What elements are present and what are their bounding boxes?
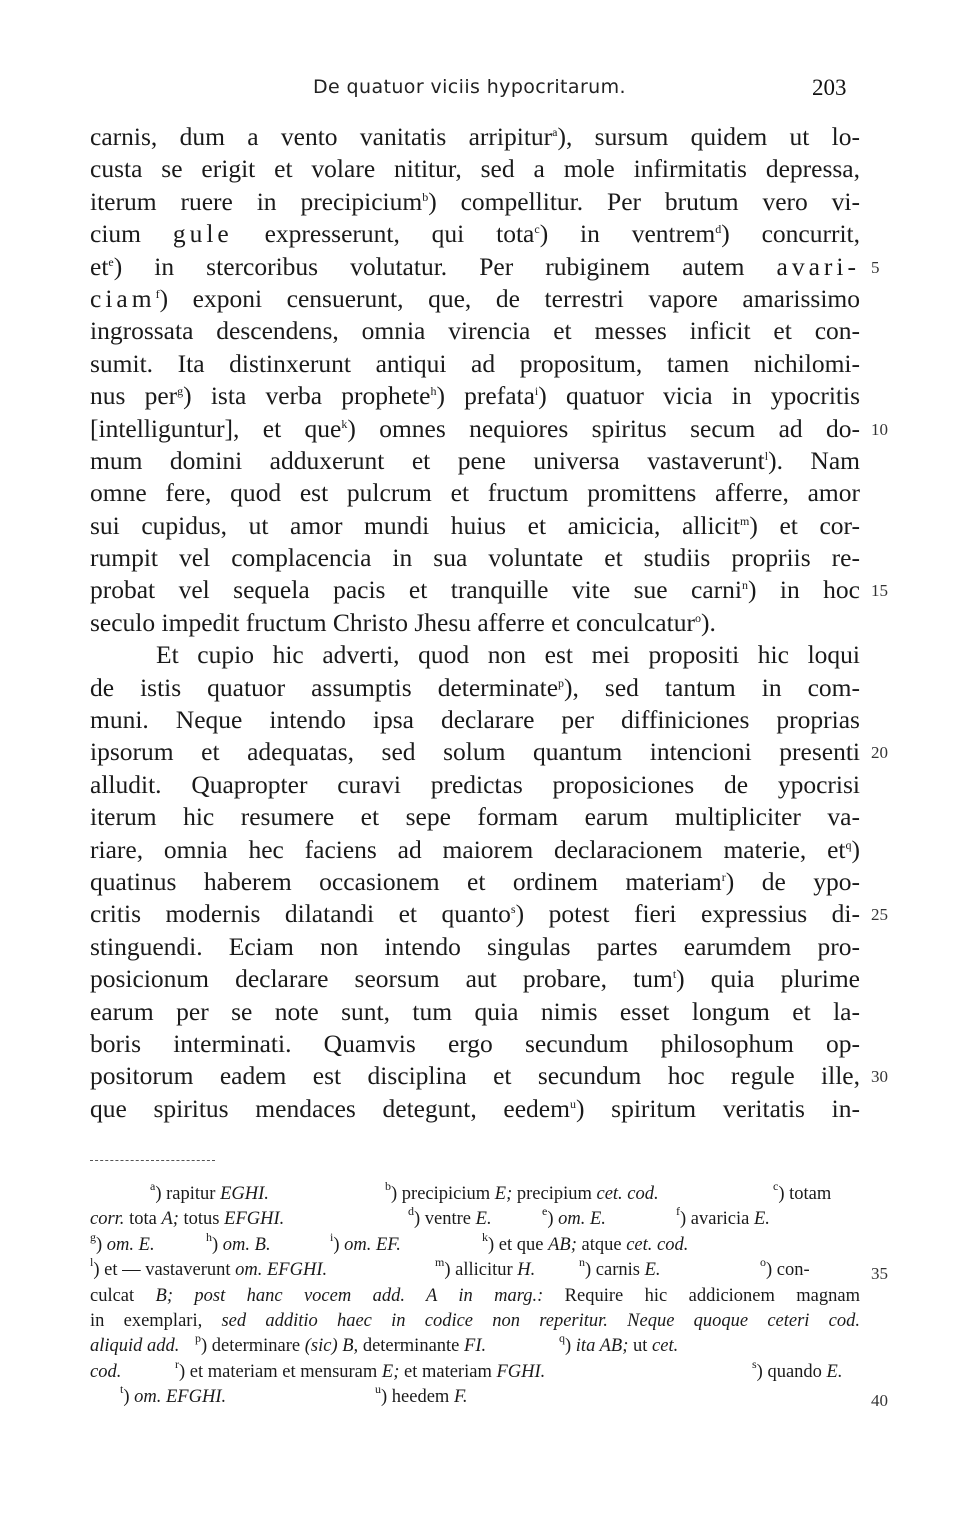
- footnote-entry: $^p$) determinare (sic) B, determinante FI.: [195, 1331, 487, 1357]
- text-line: quatinus haberem occasionem et ordinem materiam$^r$) de ypo-: [90, 866, 860, 896]
- footnote-entry: cod.: [90, 1361, 122, 1382]
- text-line: probat vel sequela pacis et tranquille vite sue carni$^n$) in hoc 15: [90, 574, 860, 606]
- text-line: riare, omnia hec faciens ad maiorem declaracionem materie, $et^q$): [90, 834, 860, 864]
- footnote-entry: aliquid add.: [90, 1336, 180, 1357]
- text-line: que spiritus mendaces detegunt, eedem$^u$) spiritum veritatis in-: [90, 1093, 860, 1123]
- text-line: positorum eadem est disciplina et secundum hoc regule ille, 30: [90, 1060, 860, 1092]
- text-line: boris interminati. Quamvis ergo secundum philosophum op-: [90, 1028, 860, 1058]
- footnote-entry: $^a$) rapitur EGHI.: [150, 1179, 269, 1204]
- footnote-entry: in exemplari, sed additio haec in codice non reperitur. Neque quoque ceteri cod.: [90, 1310, 860, 1331]
- text-line: Et cupio hic adverti, quod non est mei propositi hic loqui: [156, 640, 860, 670]
- text-line: critis modernis dilatandi et quanto$^s$) potest fieri expressius di- 25: [90, 898, 860, 930]
- footnote-line: [90, 1309, 860, 1334]
- main-text: [90, 121, 888, 1125]
- text-line: [intelliguntur], et que$^k$) omnes nequiores spiritus secum ad do- 10: [90, 413, 860, 445]
- footnote-entry: $^s$) quando E.: [752, 1356, 843, 1382]
- text-line: custa se erigit et volare nititur, sed a mole infirmitatis depressa,: [90, 154, 860, 184]
- footnote-entry: $^d$) ventre E.: [408, 1204, 492, 1230]
- text-line: ciam$^f$) exponi censuerunt, que, de terrestri vapore amarissimo: [90, 283, 860, 313]
- footnote-entry: culcat B; post hanc vocem add. A in marg.: Require hic addicionem magnam: [90, 1285, 860, 1306]
- footnote-entry: $^c$) totam: [773, 1179, 832, 1204]
- footnote-entry: $^b$) precipicium E; precipium cet. cod.: [385, 1179, 659, 1204]
- text-line: cium gule expresserunt, qui tota$^c$) in ventrem$^d$) concurrit,: [90, 219, 860, 249]
- text-line: $et^e$) in stercoribus volutatur. Per rubiginem autem avari- 5: [90, 251, 860, 283]
- footnote-entry: $^k$) et que AB; atque cet. cod.: [482, 1229, 689, 1255]
- footnote-line: [90, 1284, 860, 1309]
- footnote-line: [90, 1331, 860, 1359]
- footnote-separator: [90, 1160, 215, 1161]
- text-line: posicionum declarare seorsum aut probare, tum$^t$) quia plurime: [90, 964, 860, 994]
- line-number: 25: [871, 905, 888, 925]
- line-number: 35: [871, 1264, 888, 1284]
- text-line: ipsorum et adequatas, sed solum quantum intencioni presenti 20: [90, 736, 860, 768]
- text-line: stinguendi. Eciam non intendo singulas partes earumdem pro-: [90, 931, 860, 961]
- line-number: 5: [871, 257, 880, 277]
- text-line: earum per se note sunt, tum quia nimis esset longum et la-: [90, 996, 860, 1026]
- footnote-line: [90, 1179, 860, 1207]
- text-line: ingrossata descendens, omnia virencia et messes inficit et con-: [90, 316, 860, 346]
- footnote-line: [90, 1229, 860, 1258]
- footnote-entry: $^g$) om. E.: [90, 1229, 155, 1255]
- text-line: sumit. Ita distinxerunt antiqui ad propositum, tamen nichilomi-: [90, 348, 860, 378]
- footnote-entry: $^e$) om. E.: [542, 1204, 606, 1230]
- footnote-entry: $^o$) con-: [760, 1255, 810, 1281]
- footnote-entry: $^f$) avaricia E.: [676, 1204, 770, 1230]
- line-number: 15: [871, 581, 888, 601]
- running-title: De quatuor viciis hypocritarum.: [313, 76, 626, 98]
- footnote-entry: $^u$) heedem F.: [375, 1382, 468, 1408]
- text-line: mum domini adduxerunt et pene universa vastaverunt$^l$). Nam: [90, 445, 860, 475]
- text-line: muni. Neque intendo ipsa declarare per diffiniciones proprias: [90, 705, 860, 735]
- footnote-entry: $^r$) et materiam et mensuram E; et materiam FGHI.: [175, 1356, 546, 1382]
- line-number: 10: [871, 419, 888, 439]
- footnote-entry: $^h$) om. B.: [206, 1229, 271, 1255]
- footnote-entry: $^n$) carnis E.: [579, 1255, 661, 1281]
- text-line: iterum hic resumere et sepe formam earum multipliciter va-: [90, 802, 860, 832]
- text-line: iterum ruere in precipicium$^b$) compellitur. Per brutum vero vi-: [90, 186, 860, 216]
- footnote-line: [90, 1356, 860, 1385]
- text-line: sui cupidus, ut amor mundi huius et amicicia, allicit$^m$) et cor-: [90, 510, 860, 540]
- page-number: 203: [812, 75, 847, 100]
- text-line: alludit. Quapropter curavi predictas proposiciones de ypocrisi: [90, 769, 860, 799]
- running-head: [0, 76, 960, 100]
- footnote-entry: corr. tota A; totus EFGHI.: [90, 1209, 285, 1230]
- footnotes: [90, 1179, 888, 1411]
- text-line: nus per$^g$) ista verba prophete$^h$) prefata$^i$) quatuor vicia in ypocritis: [90, 381, 861, 411]
- footnote-entry: $^i$) om. EF.: [330, 1229, 401, 1255]
- footnote-line: [90, 1382, 888, 1411]
- footnote-entry: $^l$) et — vastaverunt om. EFGHI.: [90, 1255, 328, 1281]
- text-line: rumpit vel complacencia in sua voluntate et studiis propriis re-: [90, 543, 860, 573]
- footnote-line: [90, 1255, 888, 1284]
- text-line: carnis, dum a vento vanitatis arripitur$^a$), sursum quidem ut lo-: [90, 122, 860, 151]
- line-number: 40: [871, 1391, 888, 1411]
- text-line: seculo impedit fructum Christo Jhesu afferre et conculcatur$^o$).: [90, 607, 716, 637]
- footnote-entry: $^m$) allicitur H.: [435, 1255, 536, 1281]
- line-number: 20: [871, 743, 888, 763]
- footnote-entry: $^t$) om. EFGHI.: [120, 1382, 227, 1408]
- line-number: 30: [871, 1067, 888, 1087]
- footnote-entry: $^q$) ita AB; ut cet.: [559, 1331, 679, 1357]
- text-line: omne fere, quod est pulcrum et fructum promittens afferre, amor: [90, 478, 860, 508]
- text-line: de istis quatuor assumptis determinate$^p$), sed tantum in com-: [90, 672, 860, 702]
